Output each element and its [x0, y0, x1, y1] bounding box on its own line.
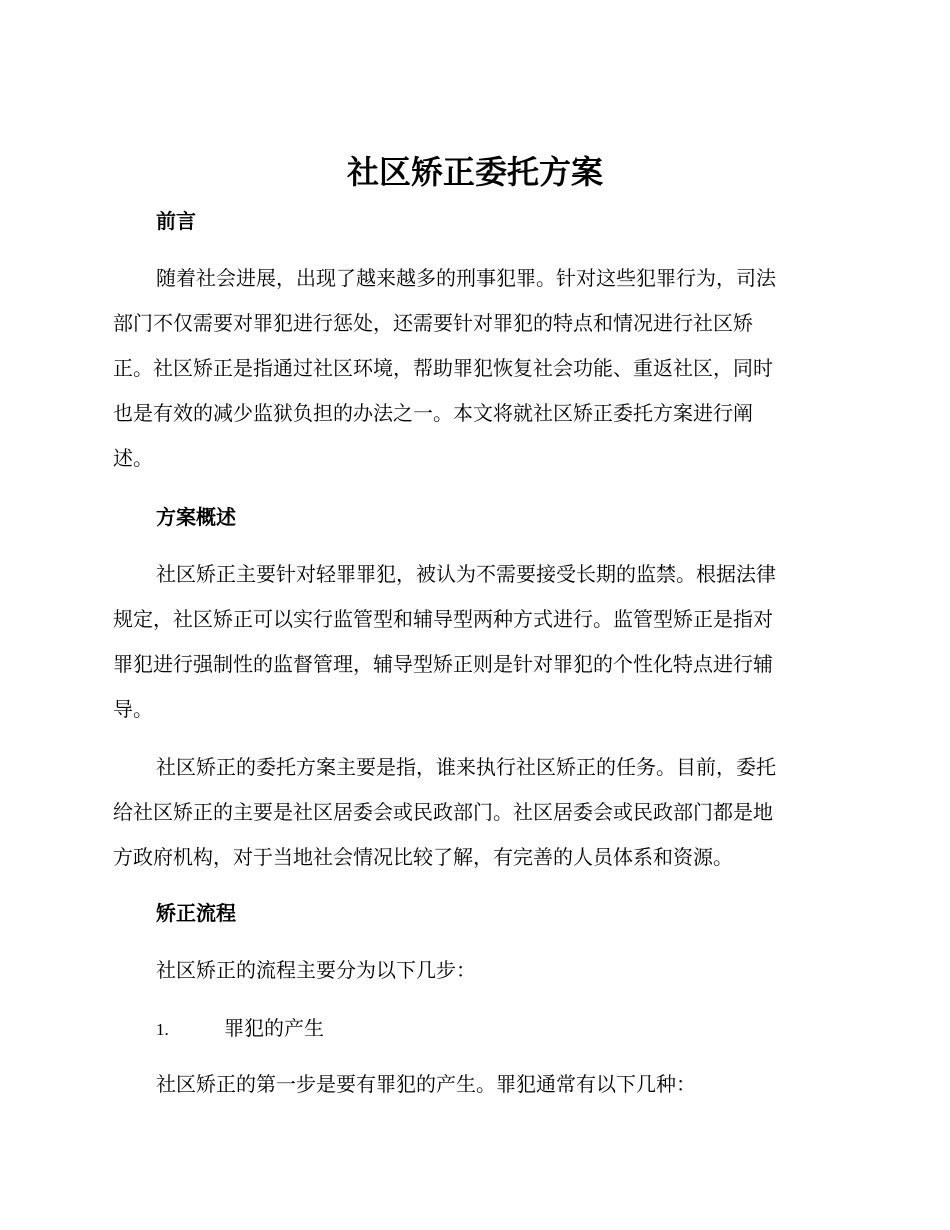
- section-heading-process: 矫正流程: [156, 901, 236, 925]
- paragraph-line: 方政府机构，对于当地社会情况比较了解，有完善的人员体系和资源。: [113, 845, 733, 869]
- section-heading-overview: 方案概述: [156, 505, 236, 529]
- paragraph-line: 随着社会进展，出现了越来越多的刑事犯罪。针对这些犯罪行为，司法: [156, 266, 776, 290]
- paragraph-line: 也是有效的减少监狱负担的办法之一。本文将就社区矫正委托方案进行阐: [113, 401, 753, 425]
- paragraph-line: 导。: [113, 697, 153, 721]
- document-title: 社区矫正委托方案: [346, 153, 603, 191]
- process-intro-paragraph: [113, 948, 833, 993]
- paragraph-line: 罪犯进行强制性的监督管理，辅导型矫正则是针对罪犯的个性化特点进行辅: [113, 652, 773, 676]
- paragraph-line: 部门不仅需要对罪犯进行惩处，还需要针对罪犯的特点和情况进行社区矫: [113, 311, 753, 335]
- section-heading-preface: 前言: [156, 209, 196, 233]
- process-item1-paragraph: [113, 1062, 833, 1107]
- paragraph-line: 社区矫正的流程主要分为以下几步：: [156, 958, 476, 982]
- paragraph-line: 社区矫正主要针对轻罪罪犯，被认为不需要接受长期的监禁。根据法律: [156, 562, 776, 586]
- list-item-number: 1.: [156, 1020, 169, 1039]
- overview-paragraph-2: [113, 745, 833, 880]
- paragraph-line: 述。: [113, 446, 153, 470]
- list-item-text: 罪犯的产生: [224, 1016, 324, 1040]
- paragraph-line: 社区矫正的委托方案主要是指，谁来执行社区矫正的任务。目前，委托: [156, 755, 776, 779]
- paragraph-line: 社区矫正的第一步是要有罪犯的产生。罪犯通常有以下几种：: [156, 1072, 696, 1096]
- paragraph-line: 正。社区矫正是指通过社区环境，帮助罪犯恢复社会功能、重返社区，同时: [113, 356, 773, 380]
- paragraph-line: 规定，社区矫正可以实行监管型和辅导型两种方式进行。监管型矫正是指对: [113, 607, 773, 631]
- paragraph-line: 给社区矫正的主要是社区居委会或民政部门。社区居委会或民政部门都是地: [113, 800, 773, 824]
- preface-paragraph: [113, 256, 833, 481]
- overview-paragraph-1: [113, 552, 833, 732]
- numbered-list-item: [156, 1014, 324, 1044]
